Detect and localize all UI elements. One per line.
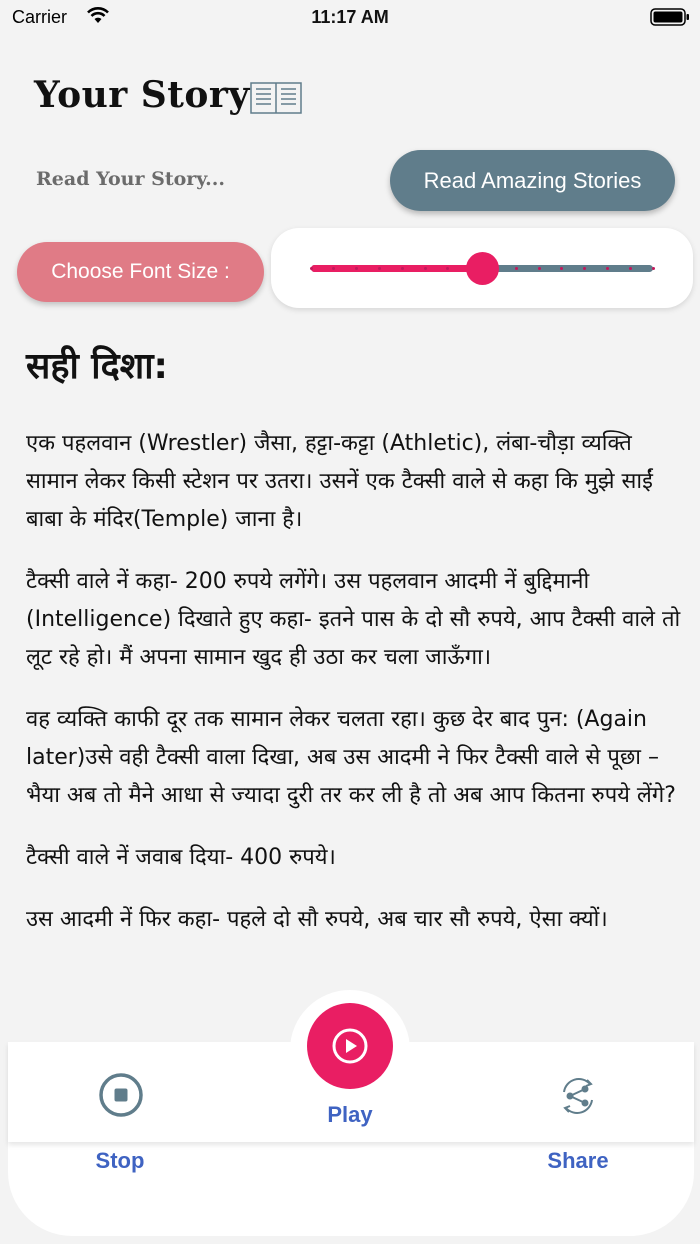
story-paragraph: एक पहलवान (Wrestler) जैसा, हट्टा-कट्टा (Athletic), लंबा-चौड़ा व्यक्ति सामान लेकर किसी स्टेशन पर उतरा। उसनें एक टैक्सी वाले से कहा कि मुझे साईं बाबा के मंदिर(Temple) जाना है। (26, 431, 653, 532)
status-bar (0, 0, 700, 36)
read-amazing-stories-button[interactable]: Read Amazing Stories (390, 150, 675, 211)
battery-icon (650, 8, 690, 26)
story-paragraph: टैक्सी वाले नें जवाब दिया- 400 रुपये। (26, 845, 336, 870)
font-size-slider-thumb[interactable] (466, 252, 499, 285)
stop-icon[interactable] (98, 1072, 144, 1118)
font-size-slider-card (271, 228, 693, 308)
slider-tick (606, 267, 609, 270)
stop-label[interactable]: Stop (95, 1148, 145, 1173)
story-paragraph: वह व्यक्ति काफी दूर तक सामान लेकर चलता रहा। कुछ देर बाद पुन: (Again later)उसे वही टैक्सी वाला दिखा, अब उस आदमी ने फिर टैक्सी वाले से पूछा – भैया अब तो मैने आधा से ज्यादा दुरी तर कर ली है तो अब आप कितना रुपये लेंगे? (26, 707, 676, 808)
story-paragraph: टैक्सी वाले नें कहा- 200 रुपये लगेंगे। उस पहलवान आदमी नें बुद्दिमानी (Intelligence) दिखाते हुए कहा- इतने पास के दो सौ रुपये, आप टैक्सी वाले तो लूट रहे हो। मैं अपना सामान खुद ही उठा कर चला जाऊँगा। (26, 569, 681, 670)
slider-tick (652, 267, 655, 270)
story-title: सही दिशा: (26, 346, 168, 387)
choose-font-size-button[interactable]: Choose Font Size : (17, 242, 264, 302)
read-story-label: Read Your Story... (36, 168, 225, 190)
clock: 11:17 AM (311, 7, 389, 27)
story-body (26, 425, 681, 963)
story-paragraph: उस आदमी नें फिर कहा- पहले दो सौ रुपये, अब चार सौ रुपये, ऐसा क्यों। (26, 907, 608, 932)
book-icon (250, 81, 302, 115)
slider-tick (378, 267, 381, 270)
page-title: Your Story (34, 74, 250, 116)
slider-tick (355, 267, 358, 270)
slider-tick (332, 267, 335, 270)
slider-tick (583, 267, 586, 270)
share-label[interactable]: Share (547, 1148, 609, 1173)
slider-tick (446, 267, 449, 270)
play-label[interactable]: Play (327, 1102, 373, 1127)
share-icon[interactable] (556, 1074, 600, 1118)
play-button[interactable] (307, 1003, 393, 1089)
carrier-label: Carrier (12, 7, 68, 27)
slider-tick (629, 267, 632, 270)
slider-tick (538, 267, 541, 270)
slider-tick (560, 267, 563, 270)
slider-tick (515, 267, 518, 270)
slider-tick (310, 267, 313, 270)
play-icon (330, 1026, 370, 1066)
slider-tick (424, 267, 427, 270)
slider-tick (401, 267, 404, 270)
